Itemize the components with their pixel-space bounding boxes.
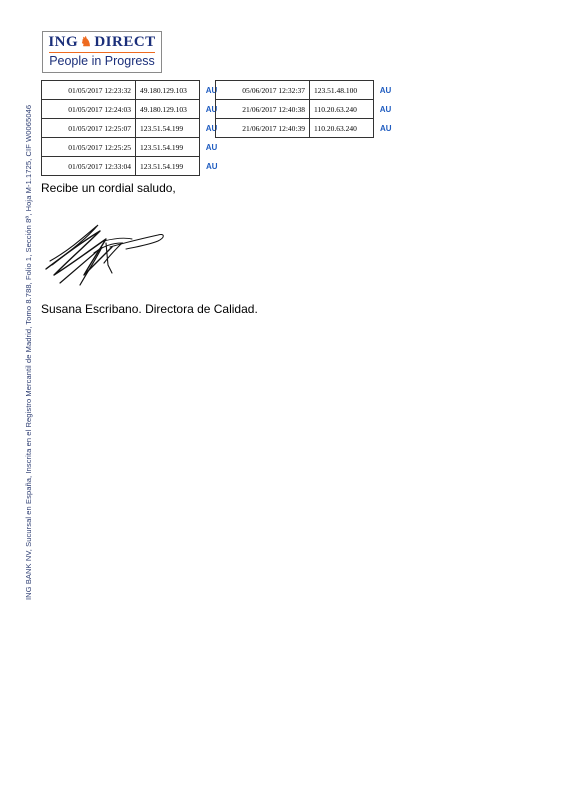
country-code: AU — [205, 85, 218, 95]
access-ip: 110.20.63.240 — [310, 119, 374, 138]
access-date: 21/06/2017 12:40:38 — [216, 100, 310, 119]
country-code: AU — [205, 123, 218, 133]
table-row — [216, 81, 394, 100]
country-code: AU — [205, 104, 218, 114]
country-code: AU — [379, 85, 392, 95]
country-code: AU — [379, 104, 392, 114]
access-date: 21/06/2017 12:40:39 — [216, 119, 310, 138]
access-date: 01/05/2017 12:23:32 — [42, 81, 136, 100]
country-code: AU — [205, 142, 218, 152]
table-row — [42, 100, 220, 119]
closing-greeting: Recibe un cordial saludo, — [41, 181, 176, 195]
access-log-table-left — [41, 80, 220, 176]
access-date: 01/05/2017 12:33:04 — [42, 157, 136, 176]
access-date: 01/05/2017 12:25:25 — [42, 138, 136, 157]
access-date: 01/05/2017 12:24:03 — [42, 100, 136, 119]
logo-brand-left: ING — [48, 34, 79, 50]
access-ip: 123.51.54.199 — [136, 157, 200, 176]
access-date: 05/06/2017 12:32:37 — [216, 81, 310, 100]
logo-tagline: People in Progress — [49, 54, 155, 68]
logo-brand-right: DIRECT — [94, 34, 156, 50]
country-code: AU — [205, 161, 218, 171]
access-ip: 49.180.129.103 — [136, 81, 200, 100]
table-row — [216, 100, 394, 119]
ing-direct-logo — [42, 31, 162, 73]
logo-divider — [49, 52, 155, 53]
table-row — [42, 81, 220, 100]
access-ip: 123.51.54.199 — [136, 119, 200, 138]
logo-wordmark — [43, 34, 161, 51]
table-row — [42, 138, 220, 157]
table-row — [42, 157, 220, 176]
side-legal-text: ING BANK NV, Sucursal en España, Inscrita en el Registro Mercantil de Madrid, Tomo 8.788, Folio 1, Sección 8ª, Hoja M-1.1725, CIF W0065046 — [24, 104, 33, 600]
handwritten-signature — [40, 213, 170, 293]
table-row — [216, 119, 394, 138]
lion-icon: ♞ — [80, 34, 93, 49]
signer-name: Susana Escribano. Directora de Calidad. — [41, 302, 258, 316]
access-ip: 123.51.54.199 — [136, 138, 200, 157]
access-date: 01/05/2017 12:25:07 — [42, 119, 136, 138]
access-ip: 110.20.63.240 — [310, 100, 374, 119]
access-ip: 49.180.129.103 — [136, 100, 200, 119]
access-ip: 123.51.48.100 — [310, 81, 374, 100]
table-row — [42, 119, 220, 138]
country-code: AU — [379, 123, 392, 133]
access-log-table-right — [215, 80, 394, 138]
